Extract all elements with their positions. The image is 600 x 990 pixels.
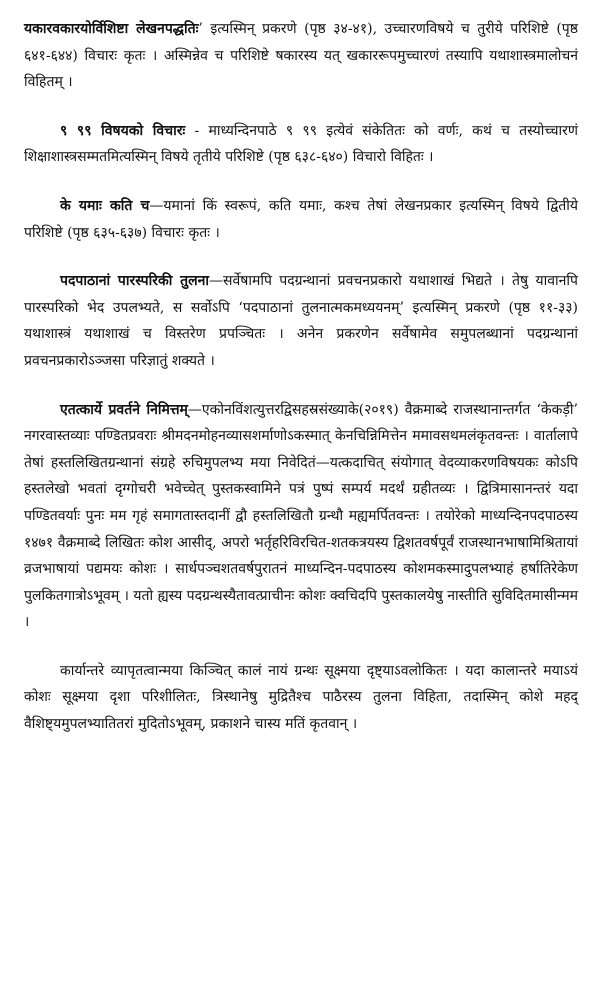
paragraph-body: —एकोनविंशत्युत्तरद्विसहस्रसंख्याके(२०१९) वैक्रमाब्दे राजस्थानान्तर्गत ‘केकड़ी’ नगरवास्तव्याः पण्डितप्रवराः श्रीमदनमोहनव्यासशर्माणोऽकस्मात् केनचिन्निमित्तेन ममावसथमलंकृतवन्तः । वार्तालापे तेषां हस्तलिखितग्रन्थानां संग्रहे रुचिमुपलभ्य मया निवेदितं—यत्कदाचित् संयोगात् वेदव्याकरणविषयकः कोऽपि हस्तलेखो भवतां दृग्गोचरी भवेच्चेत् पुस्तकस्वामिने पत्रं पुष्पं सम्पर्य मदर्थं ग्रहीतव्यः । द्वित्रिमासानन्तरं यदा पण्डितवर्याः पुनः मम गृहं समागतास्तदानीं द्वौ हस्तलिखितौ ग्रन्थौ मह्यमर्पितवन्तः । तयोरेको माध्यन्दिनपदपाठस्य १४७१ वैक्रमाब्दे लिखितः कोश आसीद्, अपरो भर्तृहरिविरचित-शतकत्रयस्य द्विशतवर्षपूर्वं राजस्थानभाषामिश्रितायां व्रजभाषायां पद्यमयः कोशः । सार्धपञ्चशतवर्षपुरातनं माध्यन्दिन-पदपाठस्य कोशमकस्मादुपलभ्याहं हर्षातिरेकेण पुलकितगात्रोऽभूवम् । यतो ह्यस्य पदग्रन्थस्यैतावत्प्राचीनः कोशः क्वचिदपि पुस्तकालयेषु नास्तीति सुविदितमासीन्मम । xyxy=(24,401,578,631)
paragraph-heading: एतत्कार्ये प्रवर्तने निमित्तम् xyxy=(60,401,188,418)
paragraph-body: ’ इत्यस्मिन् प्रकरणे (पृष्ठ ३४-४१), उच्चारणविषये च तुरीये परिशिष्टे (पृष्ठ ६४१-६४४) विचारः कृतः । अस्मिन्नेव च परिशिष्टे षकारस्य यत् खकाररूपमुच्चारणं तस्यापि यथाशास्त्रमालोचनं विहितम् । xyxy=(24,21,578,91)
paragraph-symbol-vichara xyxy=(24,118,578,171)
paragraph-yama xyxy=(24,193,578,246)
paragraph-nimitta xyxy=(24,397,578,636)
paragraph-padapatha-tulana xyxy=(24,268,578,374)
paragraph-heading: के यमाः कति च xyxy=(60,197,150,214)
paragraph-body: —सर्वेषामपि पदग्रन्थानां प्रवचनप्रकारो यथाशाखं भिद्यते । तेषु यावानपि पारस्परिको भेद उपलभ्यते, स सर्वोऽपि ‘पदपाठानां तुलनात्मकमध्ययनम्’ इत्यस्मिन् प्रकरणे (पृष्ठ ११-३३) यथाशास्त्रं यथाशाखं च विस्तरेण प्रपञ्चितः । अनेन प्रकरणेन सर्वेषामेव समुपलब्धानां पदग्रन्थानां प्रवचनप्रकारोऽञ्जसा परिज्ञातुं शक्यते । xyxy=(24,273,578,369)
paragraph-body: - माध्यन्दिनपाठे ९ ९९ इत्येवं संकेतितः को वर्णः, कथं च तस्योच्चारणं शिक्षाशास्त्रसम्मतमित्यस्मिन् विषये तृतीये परिशिष्टे (पृष्ठ ६३८-६४०) विचारो विहितः । xyxy=(24,122,578,166)
paragraph-heading: यकारवकारयोर्विशिष्टा लेखनपद्धतिः xyxy=(24,21,199,37)
paragraph-heading: पदपाठानां पारस्परिकी तुलना xyxy=(60,273,209,290)
paragraph-ya-va-lekhana xyxy=(24,16,578,96)
paragraph-body: —यमानां किं स्वरूपं, कति यमाः, कश्च तेषां लेखनप्रकार इत्यस्मिन् विषये द्वितीये परिशिष्टे (पृष्ठ ६३५-६३७) विचारः कृतः । xyxy=(24,197,578,241)
paragraph-heading: ९ ९९ विषयको विचारः xyxy=(60,122,186,139)
paragraph-karyantare xyxy=(24,658,578,738)
paragraph-body: कार्यान्तरे व्यापृतत्वान्मया किञ्चित् कालं नायं ग्रन्थः सूक्ष्मया दृष्ट्याऽवलोकितः । यदा कालान्तरे मयाऽयं कोशः सूक्ष्मया दृशा परिशीलितः, त्रिस्थानेषु मुद्रितैश्च पाठैरस्य तुलना विहिता, तदास्मिन् कोशे महद् वैशिष्ट्यमुपलभ्यातितरां मुदितोऽभूवम्, प्रकाशने चास्य मतिं कृतवान् । xyxy=(24,662,578,733)
